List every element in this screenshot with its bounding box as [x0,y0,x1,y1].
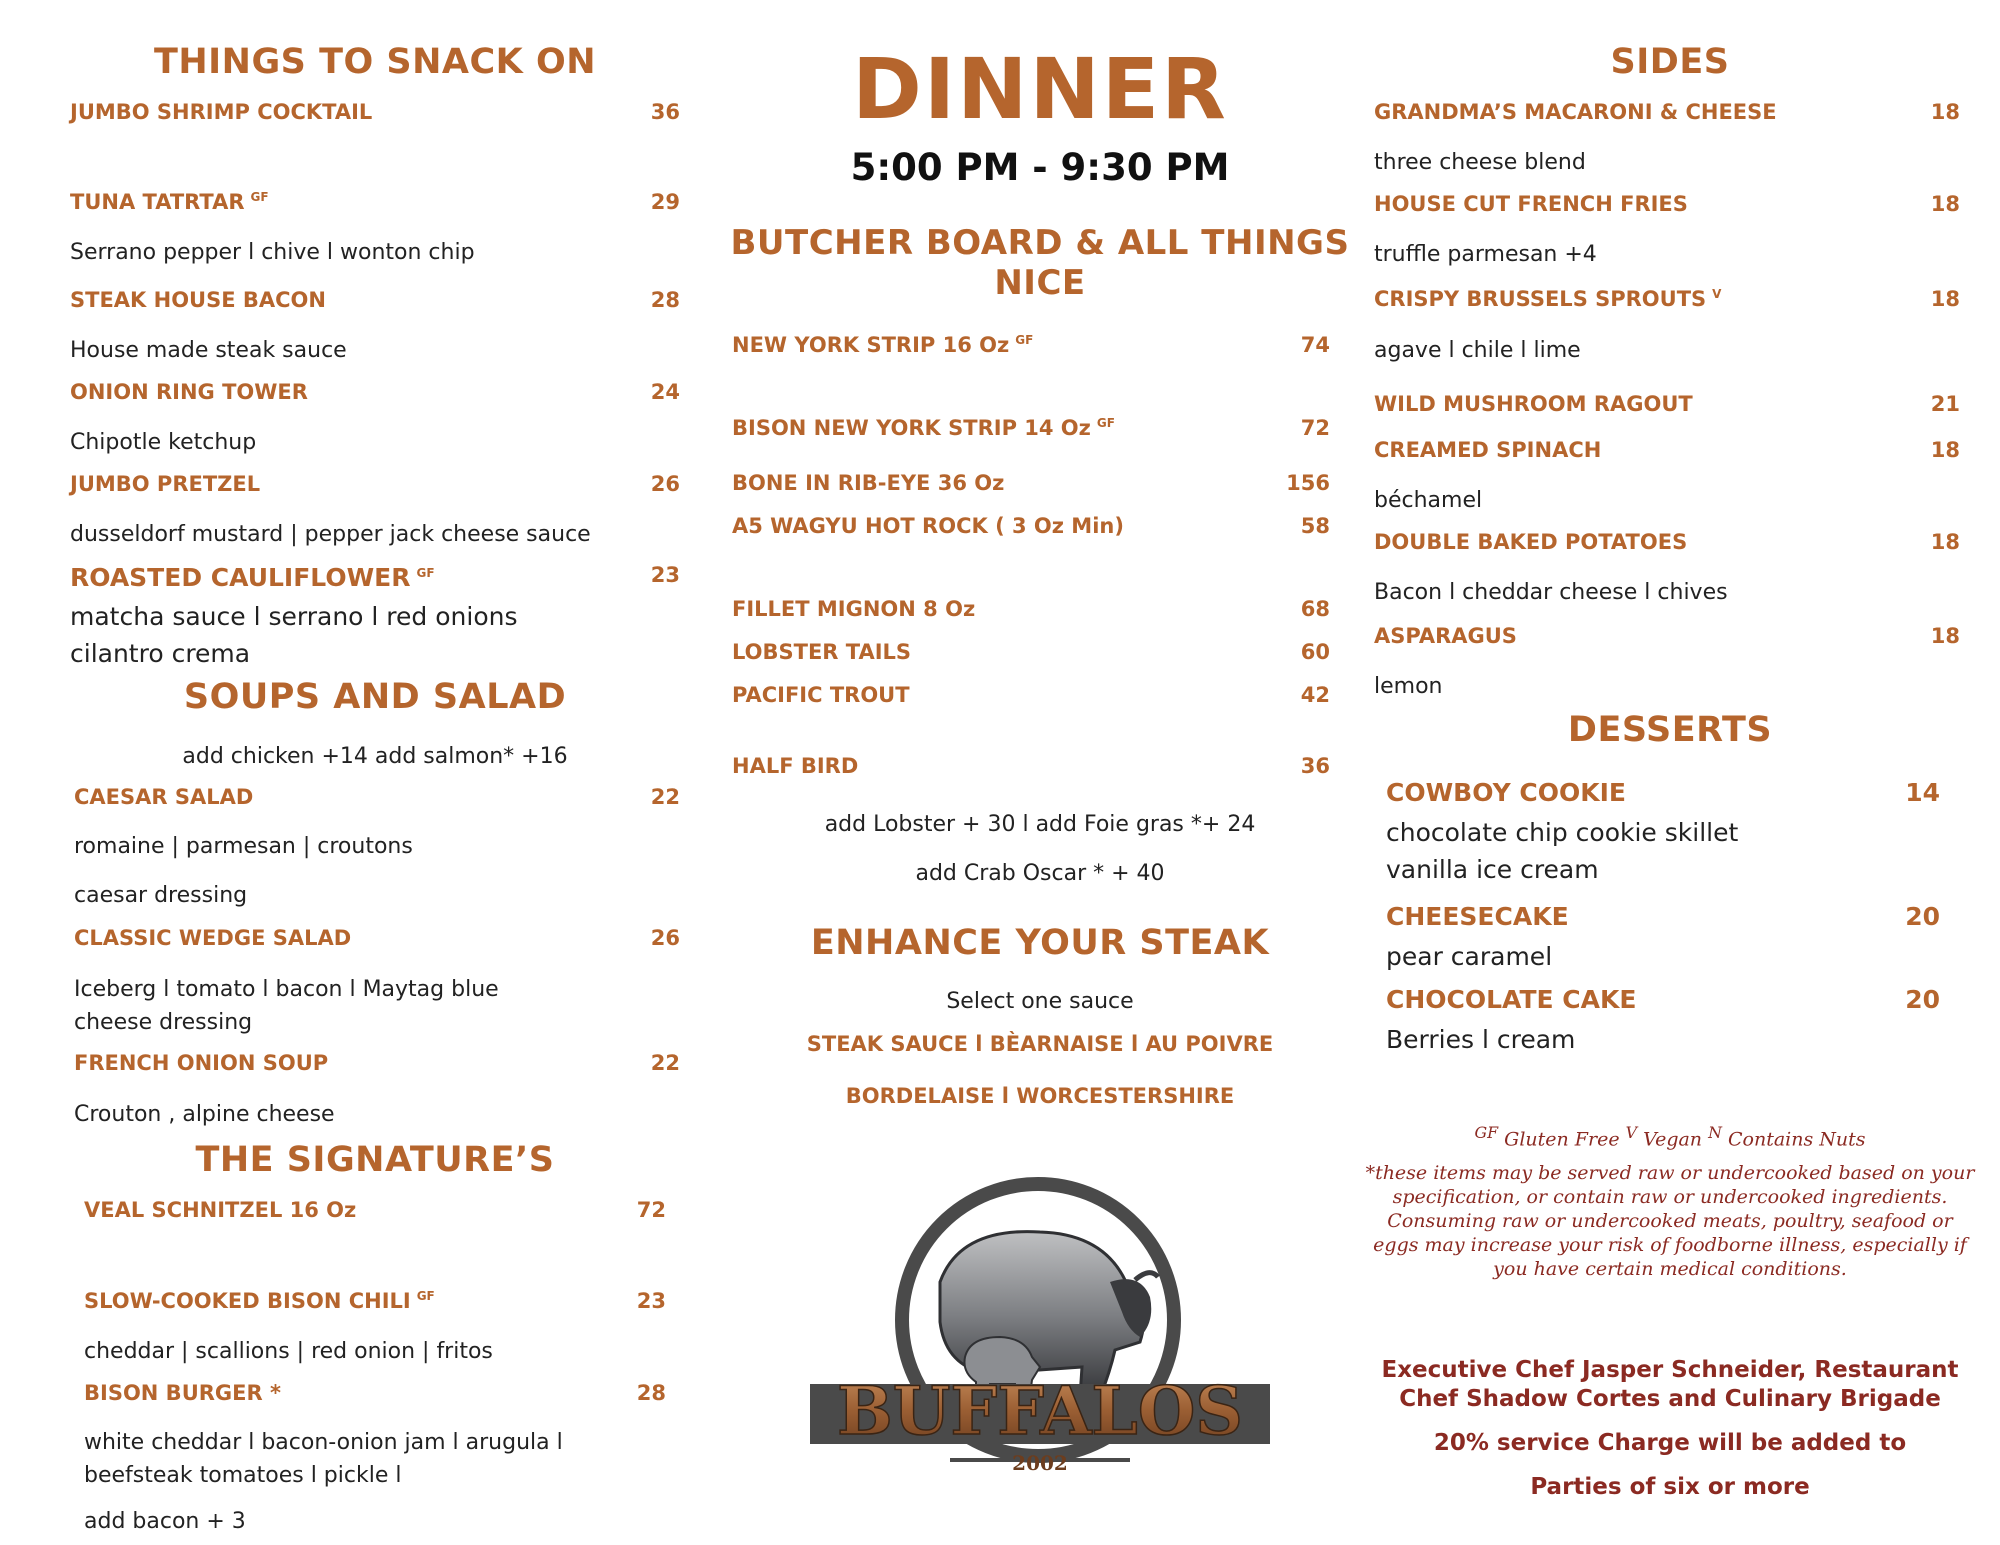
item-price: 36 [650,100,680,124]
enhance-heading: ENHANCE YOUR STEAK [810,923,1270,963]
menu-item [1374,192,1960,216]
menu-item [732,416,1330,440]
item-description: dusseldorf mustard | pepper jack cheese sauce [70,522,591,547]
menu-item [1374,530,1960,554]
item-name: DOUBLE BAKED POTATOES [1374,530,1688,554]
item-description: Serrano pepper l chive l wonton chip [70,240,475,265]
item-price: 18 [1930,100,1960,124]
item-name: VEAL SCHNITZEL 16 Oz [84,1198,357,1222]
item-price: 18 [1930,624,1960,648]
item-description: chocolate chip cookie skillet [1386,818,1739,847]
soups-addon: add chicken +14 add salmon* +16 [182,744,568,769]
item-price: 58 [1300,514,1330,538]
gf-tag: GF [416,565,435,580]
menu-item [1374,438,1960,462]
item-description: pear caramel [1386,942,1553,971]
item-price: 24 [650,380,680,404]
buffalo-icon [810,1172,1270,1472]
item-description: cheddar | scallions | red onion | fritos [84,1339,493,1364]
menu-item [84,1381,666,1405]
item-price: 72 [636,1198,666,1222]
gf-tag: GF [1474,1123,1499,1142]
menu-item [70,190,680,214]
item-price: 21 [1930,392,1960,416]
menu-item [74,926,680,950]
butcher-addon: add Crab Oscar * + 40 [915,861,1165,886]
raw-food-warning [1360,1161,1980,1281]
item-description: agave l chile l lime [1374,338,1581,363]
snack-heading: THINGS TO SNACK ON [153,42,597,82]
item-description: cilantro crema [70,639,251,668]
logo-year: 2002 [1012,1451,1068,1472]
menu-item [1374,100,1960,124]
item-name: TUNA TATRTAR [70,190,245,214]
item-price: 28 [650,288,680,312]
menu-item [732,514,1330,538]
item-name: BONE IN RIB-EYE 36 Oz [732,471,1005,495]
menu-item [84,1198,666,1222]
logo-wordmark: BUFFALOS [837,1372,1243,1450]
dietary-legend [1370,1121,1970,1151]
item-price: 72 [1300,416,1330,440]
item-name: CRISPY BRUSSELS SPROUTS [1374,287,1707,311]
item-description: three cheese blend [1374,150,1586,175]
item-name: BISON BURGER * [84,1381,281,1405]
item-price: 20 [1905,902,1940,931]
item-price: 18 [1930,287,1960,311]
sides-heading: SIDES [1610,42,1730,82]
menu-item [1386,985,1940,1014]
item-description: caesar dressing [74,883,248,908]
item-description: cheese dressing [74,1010,253,1035]
item-description: vanilla ice cream [1386,855,1599,884]
menu-item [70,472,680,496]
nuts-tag: N [1708,1123,1722,1142]
vegan-label: Vegan [1643,1128,1703,1151]
menu-hours: 5:00 PM - 9:30 PM [850,146,1230,189]
menu-item [1374,287,1960,311]
vegan-tag: V [1712,287,1722,301]
item-price: 22 [650,785,680,809]
menu-item [70,563,680,592]
menu-item [1374,624,1960,648]
vegan-tag: V [1625,1123,1638,1142]
item-description: Iceberg l tomato l bacon l Maytag blue [74,977,499,1002]
item-description: Chipotle ketchup [70,430,257,455]
warning-line: specification, or contain raw or undercooked ingredients. [1392,1186,1948,1208]
menu-title: DINNER [852,40,1228,138]
item-name: CAESAR SALAD [74,785,254,809]
menu-item [732,754,1330,778]
signature-heading: THE SIGNATURE’S [195,1140,555,1180]
item-name: BISON NEW YORK STRIP 14 Oz [732,416,1091,440]
item-description: add bacon + 3 [84,1509,246,1534]
item-name: COWBOY COOKIE [1386,778,1627,807]
item-description: matcha sauce l serrano l red onions [70,602,518,631]
item-description: béchamel [1374,488,1483,513]
item-name: PACIFIC TROUT [732,683,910,707]
menu-item [1386,902,1940,931]
item-price: 28 [636,1381,666,1405]
soups-heading: SOUPS AND SALAD [183,677,567,717]
item-price: 18 [1930,530,1960,554]
menu-item [70,288,680,312]
item-name: ONION RING TOWER [70,380,308,404]
chef-credit: Chef Shadow Cortes and Culinary Brigade [1399,1386,1941,1412]
item-price: 23 [636,1289,666,1313]
item-description: Crouton , alpine cheese [74,1102,335,1127]
service-charge-note: 20% service Charge will be added to [1433,1430,1907,1456]
item-name: A5 WAGYU HOT ROCK ( 3 Oz Min) [732,514,1124,538]
item-name: JUMBO PRETZEL [70,472,261,496]
warning-line: Consuming raw or undercooked meats, poultry, seafood or [1387,1210,1953,1232]
menu-item [1374,392,1960,416]
menu-item [732,683,1330,707]
gf-tag: GF [1096,416,1115,430]
menu-item [732,640,1330,664]
item-price: 26 [650,926,680,950]
menu-item [1386,778,1940,807]
gf-tag: GF [1015,333,1034,347]
item-description: House made steak sauce [70,338,347,363]
gf-tag: GF [416,1289,435,1303]
item-name: FILLET MIGNON 8 Oz [732,597,976,621]
menu-item [70,100,680,124]
item-price: 36 [1300,754,1330,778]
menu-item [732,597,1330,621]
menu-item [74,785,680,809]
menu-item [70,380,680,404]
item-description: lemon [1374,674,1443,699]
item-name: NEW YORK STRIP 16 Oz [732,333,1010,357]
warning-line: *these items may be served raw or undercooked based on your [1365,1162,1975,1184]
item-price: 60 [1300,640,1330,664]
sauce-options: STEAK SAUCE l BÈARNAISE l AU POIVRE [806,1032,1274,1056]
item-price: 26 [650,472,680,496]
item-description: white cheddar l bacon-onion jam l arugula l [84,1430,563,1455]
warning-line: eggs may increase your risk of foodborne illness, especially if [1373,1234,1967,1256]
item-name: SLOW-COOKED BISON CHILI [84,1289,411,1313]
item-name: ROASTED CAULIFLOWER [70,563,411,592]
item-price: 20 [1905,985,1940,1014]
item-description: romaine | parmesan | croutons [74,834,413,859]
item-name: CHEESECAKE [1386,902,1569,931]
item-description: beefsteak tomatoes l pickle l [84,1463,402,1488]
item-description: Bacon l cheddar cheese l chives [1374,580,1728,605]
item-price: 18 [1930,438,1960,462]
item-name: FRENCH ONION SOUP [74,1051,329,1075]
butcher-addon: add Lobster + 30 l add Foie gras *+ 24 [824,812,1256,837]
item-name: WILD MUSHROOM RAGOUT [1374,392,1693,416]
service-charge-note: Parties of six or more [1530,1474,1810,1500]
item-name: HOUSE CUT FRENCH FRIES [1374,192,1688,216]
item-name: CLASSIC WEDGE SALAD [74,926,352,950]
item-name: JUMBO SHRIMP COCKTAIL [70,100,373,124]
item-name: LOBSTER TAILS [732,640,912,664]
item-description: Berries l cream [1386,1025,1576,1054]
item-price: 156 [1286,471,1330,495]
buffalos-logo [810,1172,1270,1472]
desserts-heading: DESSERTS [1567,710,1773,750]
item-name: GRANDMA’S MACARONI & CHEESE [1374,100,1777,124]
menu-item [732,471,1330,495]
item-price: 23 [650,563,680,587]
item-name: ASPARAGUS [1374,624,1517,648]
item-price: 18 [1930,192,1960,216]
butcher-heading: BUTCHER BOARD & ALL THINGS NICE [730,223,1350,303]
item-price: 29 [650,190,680,214]
item-name: STEAK HOUSE BACON [70,288,326,312]
menu-item [84,1289,666,1313]
menu-item [732,333,1330,357]
gf-label: Gluten Free [1504,1128,1620,1151]
item-name: CHOCOLATE CAKE [1386,985,1637,1014]
item-name: CREAMED SPINACH [1374,438,1602,462]
item-name: HALF BIRD [732,754,859,778]
menu-item [74,1051,680,1075]
chef-credit: Executive Chef Jasper Schneider, Restaurant [1381,1357,1959,1383]
item-price: 68 [1300,597,1330,621]
nuts-label: Contains Nuts [1728,1128,1866,1151]
item-price: 42 [1300,683,1330,707]
item-price: 22 [650,1051,680,1075]
sauce-options: BORDELAISE l WORCESTERSHIRE [845,1084,1235,1108]
item-price: 14 [1905,778,1940,807]
item-description: truffle parmesan +4 [1374,242,1597,267]
item-price: 74 [1300,333,1330,357]
gf-tag: GF [250,190,269,204]
enhance-instruction: Select one sauce [946,989,1134,1014]
warning-line: you have certain medical conditions. [1493,1258,1847,1280]
